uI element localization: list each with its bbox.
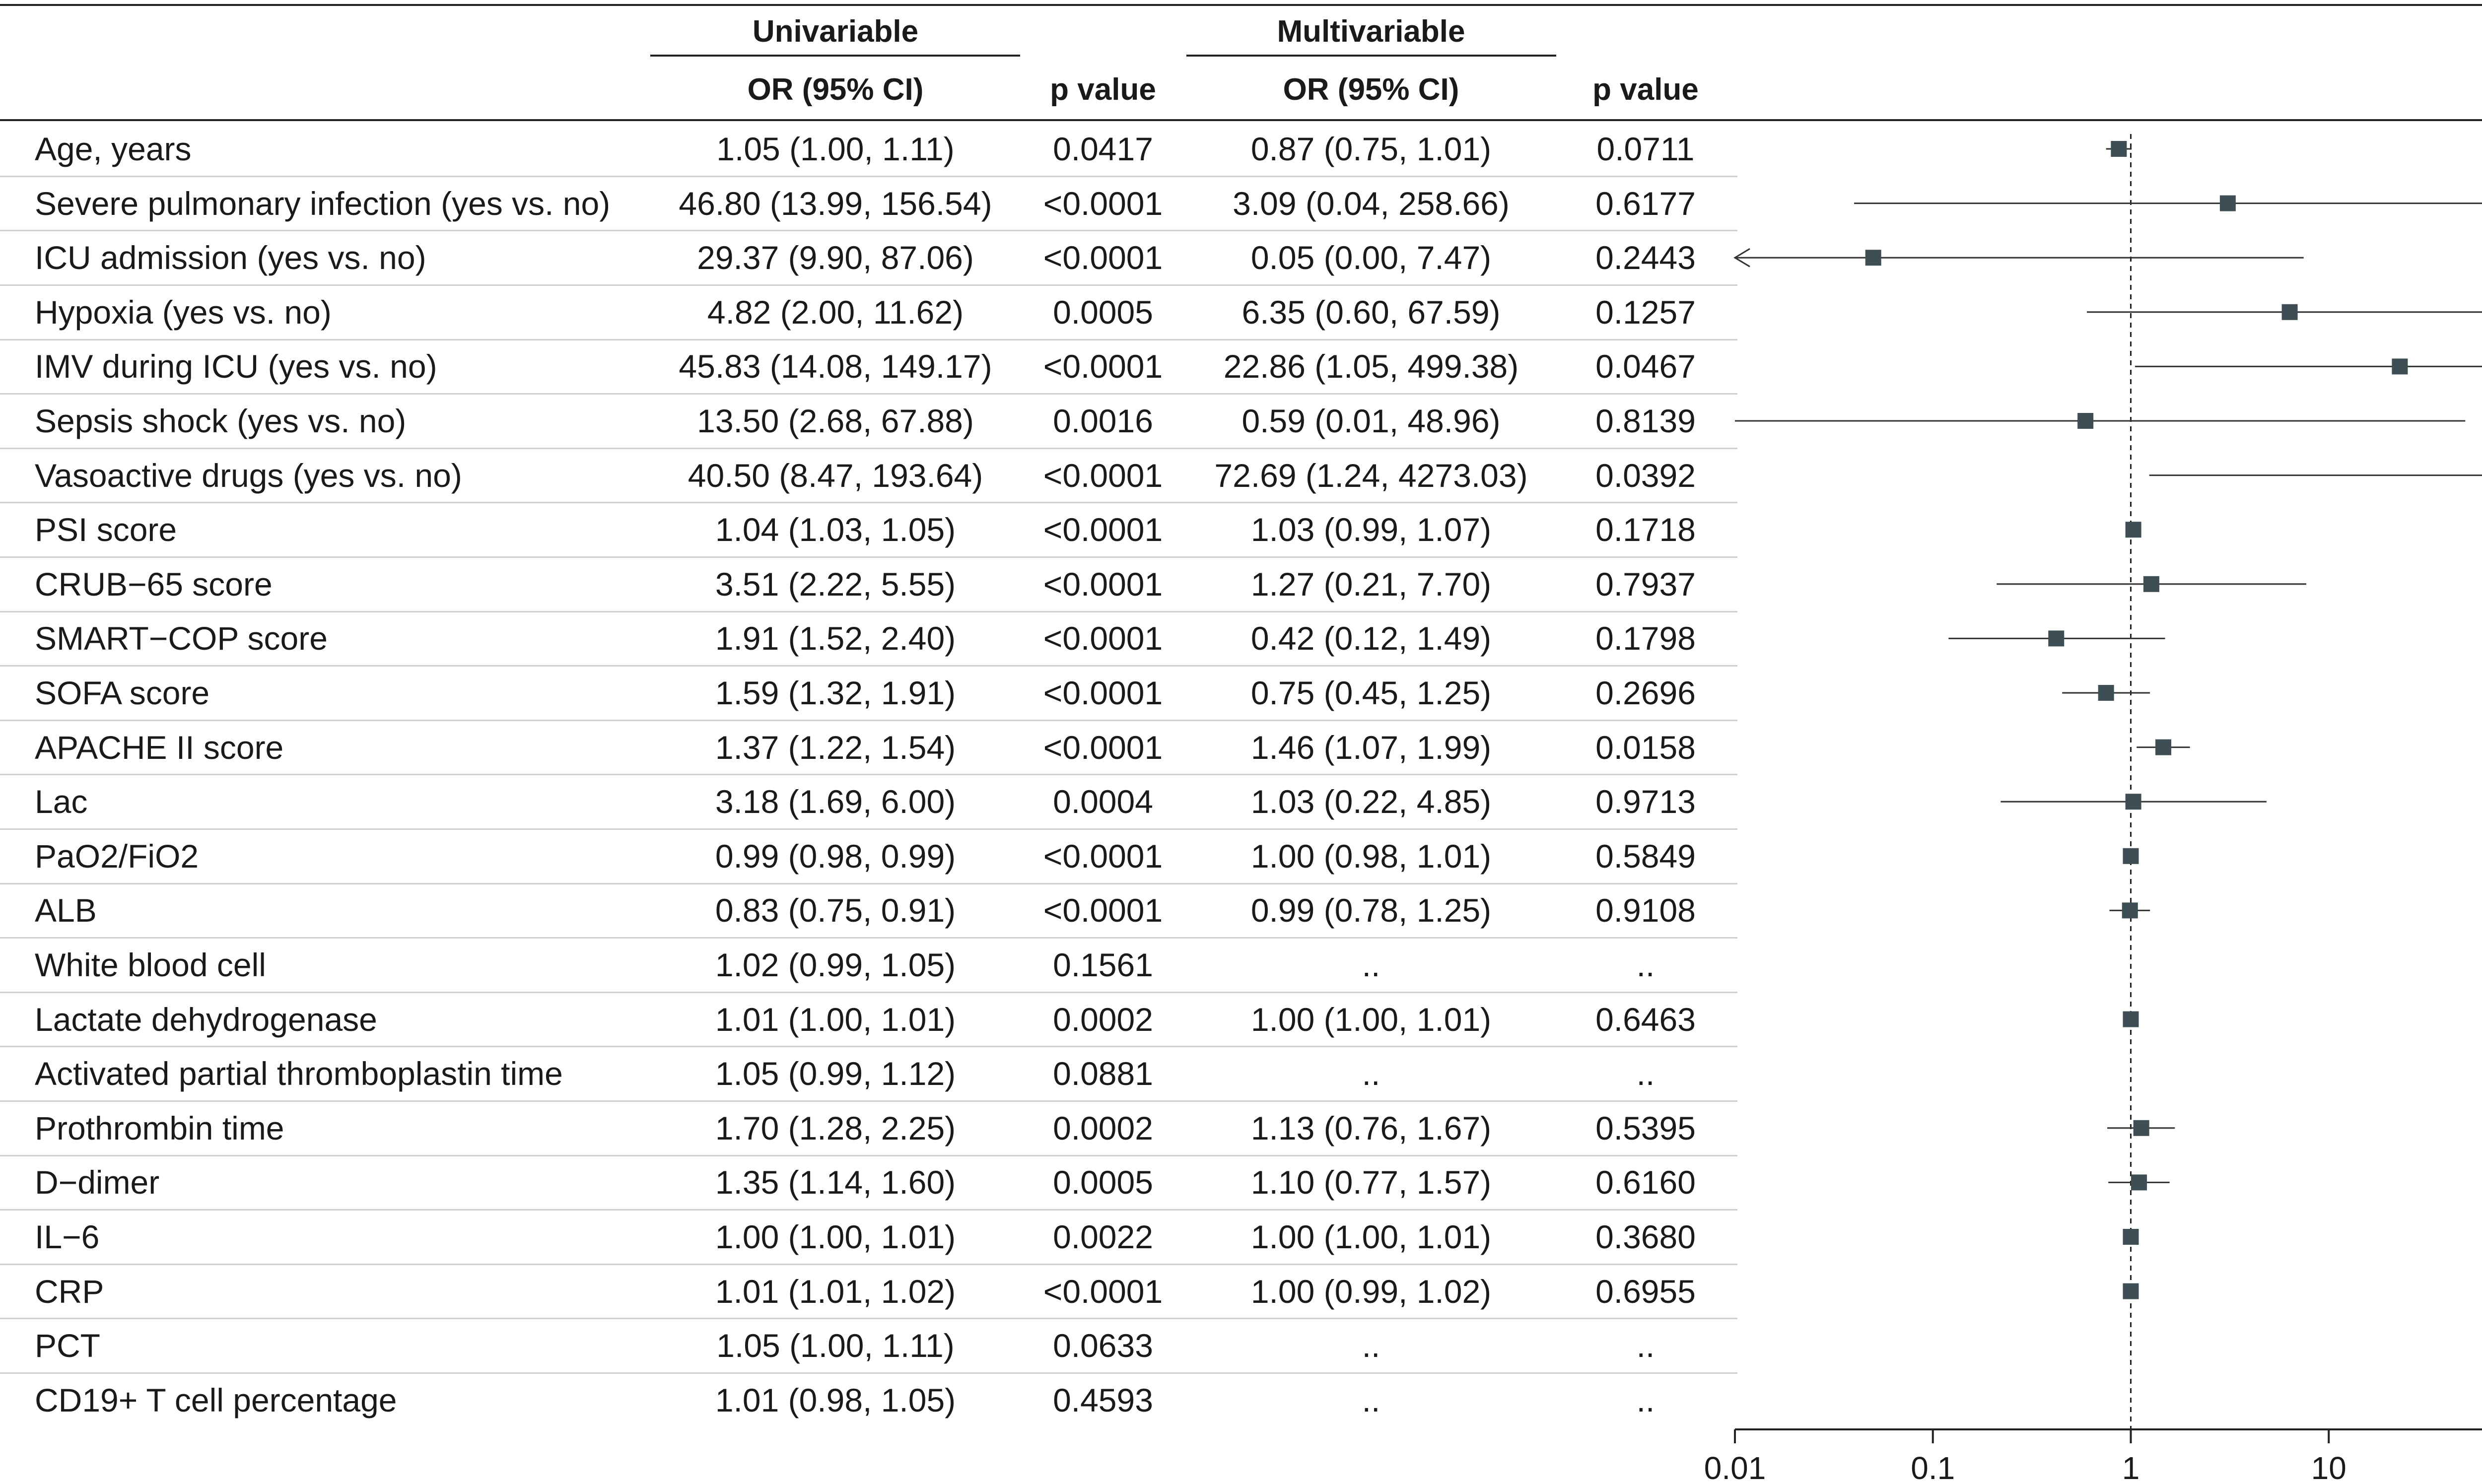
uni-or-cell: 3.51 (2.22, 5.55)	[715, 565, 956, 603]
uni-p-cell: <0.0001	[1043, 511, 1163, 548]
x-tick-label: 0.01	[1704, 1450, 1766, 1484]
row-label: PSI score	[35, 511, 177, 548]
multi-or-cell: 1.00 (0.98, 1.01)	[1250, 837, 1492, 875]
point-estimate	[2048, 630, 2064, 646]
row-label: Lactate dehydrogenase	[35, 1001, 377, 1038]
uni-p-cell: 0.0002	[1053, 1109, 1153, 1147]
multi-or-cell: 1.00 (1.00, 1.01)	[1250, 1218, 1492, 1255]
multi-p-cell: 0.5395	[1595, 1109, 1696, 1147]
uni-p-cell: 0.0417	[1053, 131, 1153, 167]
point-estimate	[2143, 576, 2159, 592]
uni-p-cell: 0.0016	[1053, 403, 1153, 439]
multi-p-cell: 0.6955	[1595, 1273, 1696, 1310]
multi-p-cell: 0.5849	[1595, 837, 1696, 875]
multi-p-cell: ..	[1636, 946, 1655, 983]
multi-p-cell: 0.7937	[1595, 565, 1696, 603]
uni-p-cell: 0.0002	[1053, 1001, 1153, 1038]
multi-p-cell: ..	[1636, 1327, 1655, 1364]
x-tick-label: 10	[2311, 1450, 2346, 1484]
uni-p-cell: 0.0004	[1053, 783, 1153, 820]
point-estimate	[2220, 196, 2236, 211]
multi-or-cell: 0.99 (0.78, 1.25)	[1250, 892, 1492, 929]
uni-or-cell: 13.50 (2.68, 67.88)	[697, 403, 974, 439]
uni-p-cell: <0.0001	[1043, 837, 1163, 875]
uni-or-cell: 1.05 (1.00, 1.11)	[716, 131, 955, 167]
uni-p-cell: <0.0001	[1043, 565, 1163, 603]
point-estimate	[2282, 304, 2298, 320]
multi-p-cell: 0.0467	[1595, 348, 1696, 385]
uni-p-cell: 0.0005	[1053, 293, 1153, 331]
row-label: Hypoxia (yes vs. no)	[35, 293, 332, 331]
row-label: D−dimer	[35, 1164, 160, 1201]
uni-or-cell: 1.04 (1.03, 1.05)	[715, 511, 956, 548]
uni-p-cell: <0.0001	[1043, 239, 1163, 276]
uni-or-cell: 40.50 (8.47, 193.64)	[688, 457, 983, 494]
uni-or-cell: 1.01 (1.01, 1.02)	[715, 1273, 956, 1310]
row-label: PaO2/FiO2	[35, 837, 199, 875]
multi-or-cell: 72.69 (1.24, 4273.03)	[1214, 457, 1528, 494]
uni-or-cell: 1.01 (0.98, 1.05)	[715, 1381, 956, 1418]
univariable-header: Univariable	[752, 14, 919, 49]
point-estimate	[1865, 250, 1881, 266]
uni-p-cell: <0.0001	[1043, 620, 1163, 657]
uni-p-cell: 0.0881	[1053, 1055, 1153, 1092]
multi-or-cell: 0.05 (0.00, 7.47)	[1250, 239, 1492, 276]
multi-p-cell: 0.3680	[1595, 1218, 1696, 1255]
x-tick-label: 1	[2122, 1450, 2140, 1484]
row-label: ICU admission (yes vs. no)	[35, 239, 426, 276]
uni-or-cell: 1.59 (1.32, 1.91)	[715, 675, 956, 711]
uni-p-cell: 0.4593	[1053, 1381, 1153, 1418]
uni-or-header: OR (95% CI)	[747, 72, 924, 107]
uni-or-cell: 1.01 (1.00, 1.01)	[715, 1001, 956, 1038]
point-estimate	[2126, 522, 2141, 538]
row-label: CD19+ T cell percentage	[35, 1381, 397, 1418]
point-estimate	[2123, 848, 2139, 864]
multi-p-header: p value	[1592, 72, 1699, 107]
uni-p-cell: <0.0001	[1043, 1273, 1163, 1310]
uni-p-cell: <0.0001	[1043, 675, 1163, 711]
uni-or-cell: 46.80 (13.99, 156.54)	[679, 185, 992, 222]
uni-or-cell: 0.99 (0.98, 0.99)	[715, 837, 956, 875]
uni-p-cell: <0.0001	[1043, 457, 1163, 494]
multivariable-header: Multivariable	[1277, 14, 1465, 49]
point-estimate	[2098, 685, 2114, 701]
uni-p-cell: 0.0633	[1053, 1327, 1153, 1364]
uni-or-cell: 1.70 (1.28, 2.25)	[715, 1109, 956, 1147]
multi-p-cell: 0.1798	[1595, 620, 1696, 657]
multi-p-cell: 0.8139	[1595, 403, 1696, 439]
uni-p-cell: <0.0001	[1043, 892, 1163, 929]
multi-p-cell: 0.9108	[1595, 892, 1696, 929]
point-estimate	[2123, 1283, 2139, 1299]
uni-or-cell: 1.05 (0.99, 1.12)	[715, 1055, 956, 1092]
multi-or-cell: ..	[1362, 1055, 1380, 1092]
multi-or-cell: 1.00 (1.00, 1.01)	[1250, 1001, 1492, 1038]
uni-or-cell: 0.83 (0.75, 0.91)	[715, 892, 956, 929]
multi-or-header: OR (95% CI)	[1283, 72, 1459, 107]
multi-p-cell: 0.6463	[1595, 1001, 1696, 1038]
point-estimate	[2123, 1012, 2139, 1027]
uni-or-cell: 1.37 (1.22, 1.54)	[715, 729, 956, 766]
multi-p-cell: 0.2696	[1595, 675, 1696, 711]
multi-p-cell: ..	[1636, 1055, 1655, 1092]
point-estimate	[2131, 1174, 2147, 1190]
row-label: Severe pulmonary infection (yes vs. no)	[35, 185, 611, 222]
multi-p-cell: 0.6160	[1595, 1164, 1696, 1201]
multi-p-cell: 0.0711	[1596, 131, 1695, 167]
uni-p-cell: <0.0001	[1043, 185, 1163, 222]
x-tick-label: 0.1	[1911, 1450, 1955, 1484]
uni-p-cell: <0.0001	[1043, 348, 1163, 385]
multi-or-cell: 0.59 (0.01, 48.96)	[1241, 403, 1501, 439]
row-label: White blood cell	[35, 946, 266, 983]
row-label: SOFA score	[35, 675, 210, 711]
multi-or-cell: 1.03 (0.99, 1.07)	[1250, 511, 1492, 548]
multi-or-cell: 1.00 (0.99, 1.02)	[1250, 1273, 1492, 1310]
multi-or-cell: 1.46 (1.07, 1.99)	[1250, 729, 1492, 766]
row-label: ALB	[35, 892, 97, 929]
uni-or-cell: 1.35 (1.14, 1.60)	[715, 1164, 956, 1201]
multi-or-cell: 0.42 (0.12, 1.49)	[1250, 620, 1492, 657]
multi-or-cell: 0.87 (0.75, 1.01)	[1250, 131, 1492, 167]
multi-p-cell: 0.0392	[1595, 457, 1696, 494]
multi-or-cell: ..	[1362, 1381, 1380, 1418]
row-label: Lac	[35, 783, 88, 820]
point-estimate	[2392, 358, 2408, 374]
point-estimate	[2134, 1120, 2149, 1136]
multi-p-cell: 0.9713	[1595, 783, 1696, 820]
point-estimate	[2111, 141, 2127, 157]
uni-or-cell: 29.37 (9.90, 87.06)	[697, 239, 974, 276]
uni-p-cell: <0.0001	[1043, 729, 1163, 766]
multi-or-cell: ..	[1362, 1327, 1380, 1364]
row-label: Sepsis shock (yes vs. no)	[35, 403, 407, 439]
point-estimate	[2122, 902, 2138, 918]
uni-or-cell: 1.91 (1.52, 2.40)	[715, 620, 956, 657]
point-estimate	[2126, 794, 2141, 809]
point-estimate	[2077, 413, 2093, 429]
uni-p-cell: 0.0005	[1053, 1164, 1153, 1201]
row-label: APACHE II score	[35, 729, 284, 766]
uni-or-cell: 1.02 (0.99, 1.05)	[715, 946, 956, 983]
row-label: IL−6	[35, 1218, 100, 1255]
row-label: Prothrombin time	[35, 1109, 284, 1147]
multi-p-cell: 0.2443	[1595, 239, 1696, 276]
multi-p-cell: 0.6177	[1595, 185, 1696, 222]
uni-or-cell: 1.05 (1.00, 1.11)	[716, 1327, 955, 1364]
uni-p-header: p value	[1050, 72, 1156, 107]
row-label: SMART−COP score	[35, 620, 328, 657]
row-label: CRP	[35, 1273, 104, 1310]
uni-or-cell: 4.82 (2.00, 11.62)	[707, 293, 964, 331]
uni-or-cell: 1.00 (1.00, 1.01)	[715, 1218, 956, 1255]
multi-or-cell: 1.10 (0.77, 1.57)	[1250, 1164, 1492, 1201]
row-label: PCT	[35, 1327, 100, 1364]
uni-or-cell: 45.83 (14.08, 149.17)	[679, 348, 992, 385]
point-estimate	[2155, 740, 2171, 755]
row-label: Activated partial thromboplastin time	[35, 1055, 563, 1092]
uni-p-cell: 0.0022	[1053, 1218, 1153, 1255]
row-label: IMV during ICU (yes vs. no)	[35, 348, 437, 385]
multi-or-cell: 1.13 (0.76, 1.67)	[1250, 1109, 1492, 1147]
multi-p-cell: 0.1257	[1595, 293, 1696, 331]
row-label: Vasoactive drugs (yes vs. no)	[35, 457, 462, 494]
uni-p-cell: 0.1561	[1053, 946, 1153, 983]
row-label: CRUB−65 score	[35, 565, 273, 603]
multi-or-cell: ..	[1362, 946, 1380, 983]
point-estimate	[2123, 1229, 2139, 1245]
multi-p-cell: ..	[1636, 1381, 1655, 1418]
multi-or-cell: 3.09 (0.04, 258.66)	[1233, 185, 1510, 222]
multi-or-cell: 1.03 (0.22, 4.85)	[1250, 783, 1492, 820]
multi-p-cell: 0.0158	[1595, 729, 1696, 766]
multi-or-cell: 0.75 (0.45, 1.25)	[1250, 675, 1492, 711]
multi-or-cell: 1.27 (0.21, 7.70)	[1250, 565, 1492, 603]
uni-or-cell: 3.18 (1.69, 6.00)	[715, 783, 956, 820]
multi-or-cell: 6.35 (0.60, 67.59)	[1241, 293, 1501, 331]
multi-p-cell: 0.1718	[1595, 511, 1696, 548]
multi-or-cell: 22.86 (1.05, 499.38)	[1223, 348, 1519, 385]
row-label: Age, years	[35, 131, 192, 167]
